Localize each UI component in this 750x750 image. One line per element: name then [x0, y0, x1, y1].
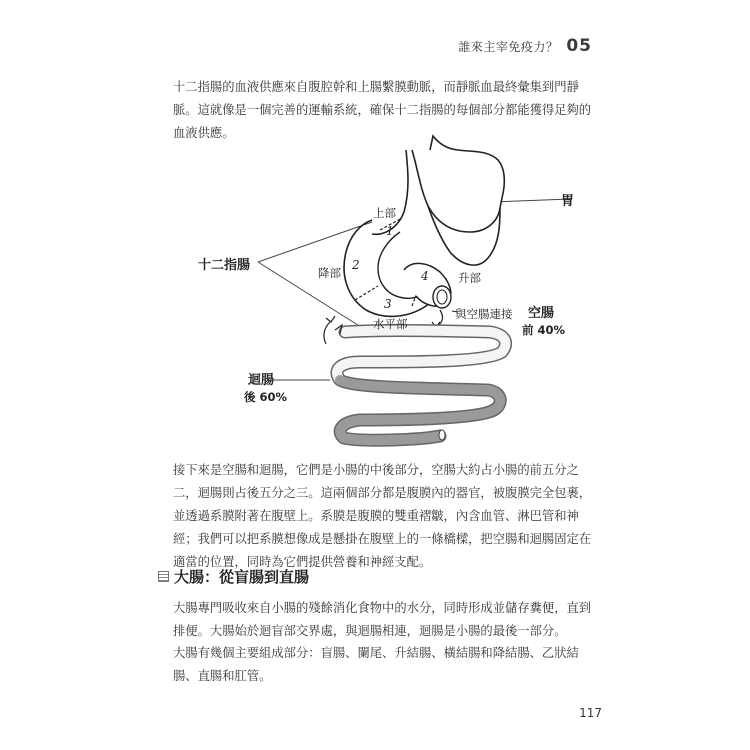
label-ascending-part: 升部	[458, 271, 481, 285]
paragraph-intro: 十二指腸的血液供應來自腹腔幹和上腸繫膜動脈，而靜脈血最終彙集到門靜脈。這就像是一個完善的運輸系統，確保十二指腸的每個部分都能獲得足夠的血液供應。	[173, 80, 592, 140]
label-horizontal-part: 水平部	[373, 317, 408, 331]
number-4: 4	[421, 269, 429, 283]
label-ileum-share: 後 60%	[244, 390, 288, 404]
label-stomach: 胃	[561, 194, 575, 209]
heading-bullet-icon	[158, 571, 169, 582]
stomach-shape	[412, 136, 504, 232]
chapter-number: 05	[566, 36, 592, 56]
number-1: 1	[386, 224, 394, 238]
paragraph-large-intestine-2: 大腸有幾個主要組成部分：盲腸、闌尾、升結腸、橫結腸和降結腸、乙狀結腸、直腸和肛管。	[173, 646, 579, 683]
jejunum-opening	[433, 286, 451, 308]
ileum-tube	[340, 380, 500, 440]
page-number: 117	[579, 706, 602, 720]
label-jejunum-connection: 與空腸連接	[455, 307, 513, 321]
duodenum-leader-bottom	[258, 262, 372, 334]
label-duodenum: 十二指腸	[198, 258, 251, 273]
ileum-end	[439, 430, 445, 440]
label-jejunum: 空腸	[528, 306, 555, 321]
label-ileum: 迴腸	[248, 373, 275, 388]
duodenum-divider-2	[355, 286, 378, 300]
running-title: 誰來主宰免疫力？	[458, 40, 559, 54]
number-2: 2	[352, 258, 360, 272]
section-heading	[158, 566, 309, 587]
number-3: 3	[384, 297, 392, 311]
duodenum-leader-top	[258, 222, 372, 262]
paragraph-jejunum-ileum: 接下來是空腸和迴腸，它們是小腸的中後部分，空腸大約占小腸的前五分之二，迴腸則占後五分之三。這兩個部分都是腹膜內的器官，被腹膜完全包裹，並透過系膜附著在腹壁上。系膜是腹膜的雙重褶皺，內含血管、淋巴管和神經；我們可以把系膜想像成是懸掛在腹壁上的一條橋樑，把空腸和迴腸固定在適當的位置，同時為它們提供營養和神經支配。	[173, 463, 592, 569]
section-heading-text: 大腸：從盲腸到直腸	[174, 568, 310, 586]
stomach-lesser-curve	[372, 150, 408, 234]
label-jejunum-share: 前 40%	[522, 323, 566, 337]
label-descending-part: 降部	[318, 266, 341, 280]
paragraph-large-intestine-1: 大腸專門吸收來自小腸的殘餘消化食物中的水分，同時形成並儲存糞便，直到排便。大腸始於迴盲部交界處，與迴腸相連，迴腸是小腸的最後一部分。	[173, 601, 592, 638]
label-upper-part: 上部	[373, 206, 396, 220]
